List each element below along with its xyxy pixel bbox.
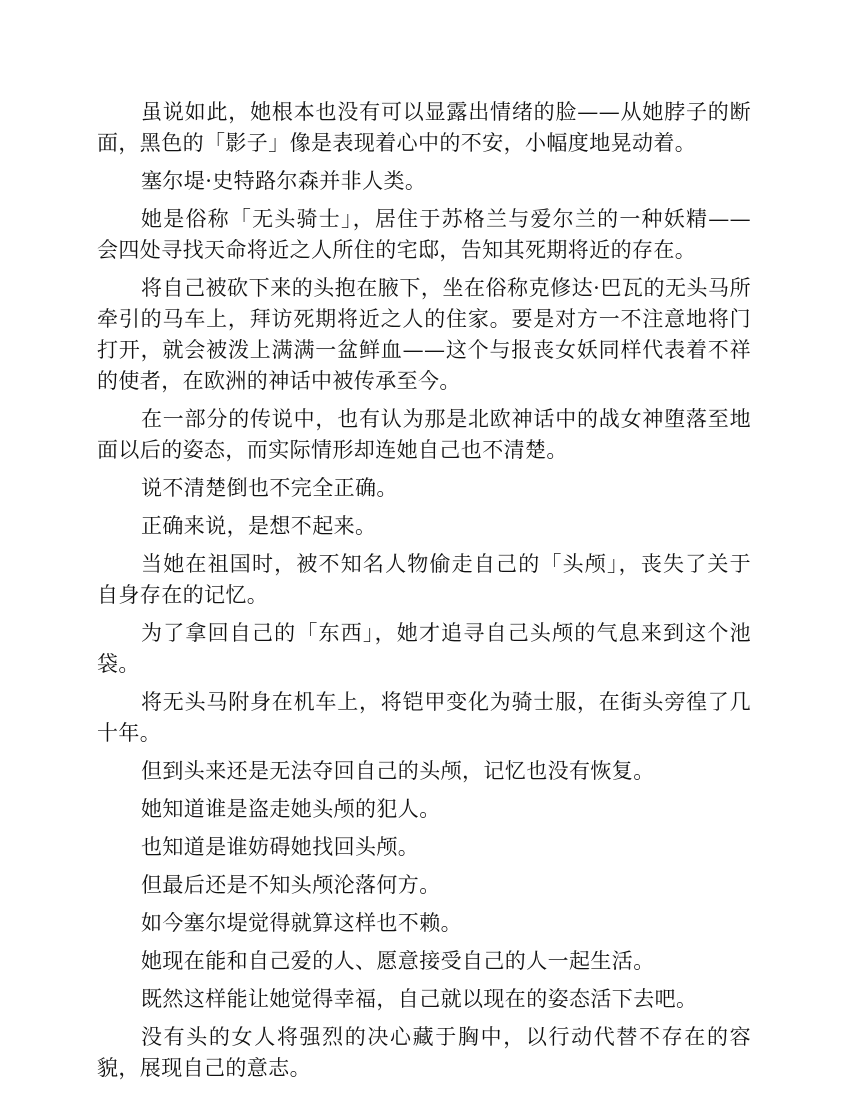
paragraph-7: 正确来说，是想不起来。 [141,514,377,538]
paragraph-8: 当她在祖国时，被不知名人物偷走自己的「头颅」，丧失了关于自身存在的记忆。 [97,552,751,607]
paragraph-12: 她知道谁是盗走她头颅的犯人。 [141,797,441,821]
paragraph-13: 也知道是谁妨碍她找回头颅。 [141,835,420,859]
paragraph-2: 塞尔堤·史特路尔森并非人类。 [141,169,427,193]
paragraph-17: 既然这样能让她觉得幸福，自己就以现在的姿态活下去吧。 [141,987,698,1011]
paragraph-15: 如今塞尔堤觉得就算这样也不赖。 [141,911,462,935]
paragraph-6: 说不清楚倒也不完全正确。 [141,476,398,500]
paragraph-18: 没有头的女人将强烈的决心藏于胸中，以行动代替不存在的容貌，展现自己的意志。 [97,1025,751,1080]
paragraph-5: 在一部分的传说中，也有认为那是北欧神话中的战女神堕落至地面以后的姿态，而实际情形却连她自己也不清楚。 [97,407,751,462]
paragraph-16: 她现在能和自己爱的人、愿意接受自己的人一起生活。 [141,949,655,973]
paragraph-1: 虽说如此，她根本也没有可以显露出情绪的脸——从她脖子的断面，黑色的「影子」像是表现着心中的不安，小幅度地晃动着。 [97,100,751,155]
paragraph-9: 为了拿回自己的「东西」，她才追寻自己头颅的气息来到这个池袋。 [97,621,751,676]
text-body [97,97,751,1091]
paragraph-3: 她是俗称「无头骑士」，居住于苏格兰与爱尔兰的一种妖精——会四处寻找天命将近之人所住的宅邸，告知其死期将近的存在。 [97,207,751,262]
paragraph-10: 将无头马附身在机车上，将铠甲变化为骑士服，在街头旁徨了几十年。 [97,690,751,745]
paragraph-11: 但到头来还是无法夺回自己的头颅，记忆也没有恢复。 [141,759,655,783]
paragraph-4: 将自己被砍下来的头抱在腋下，坐在俗称克修达·巴瓦的无头马所牵引的马车上，拜访死期将近之人的住家。要是对方一不注意地将门打开，就会被泼上满满一盆鲜血——这个与报丧女妖同样代表着不祥的使者，在欧洲的神话中被传承至今。 [97,276,751,393]
paragraph-14: 但最后还是不知头颅沦落何方。 [141,873,441,897]
